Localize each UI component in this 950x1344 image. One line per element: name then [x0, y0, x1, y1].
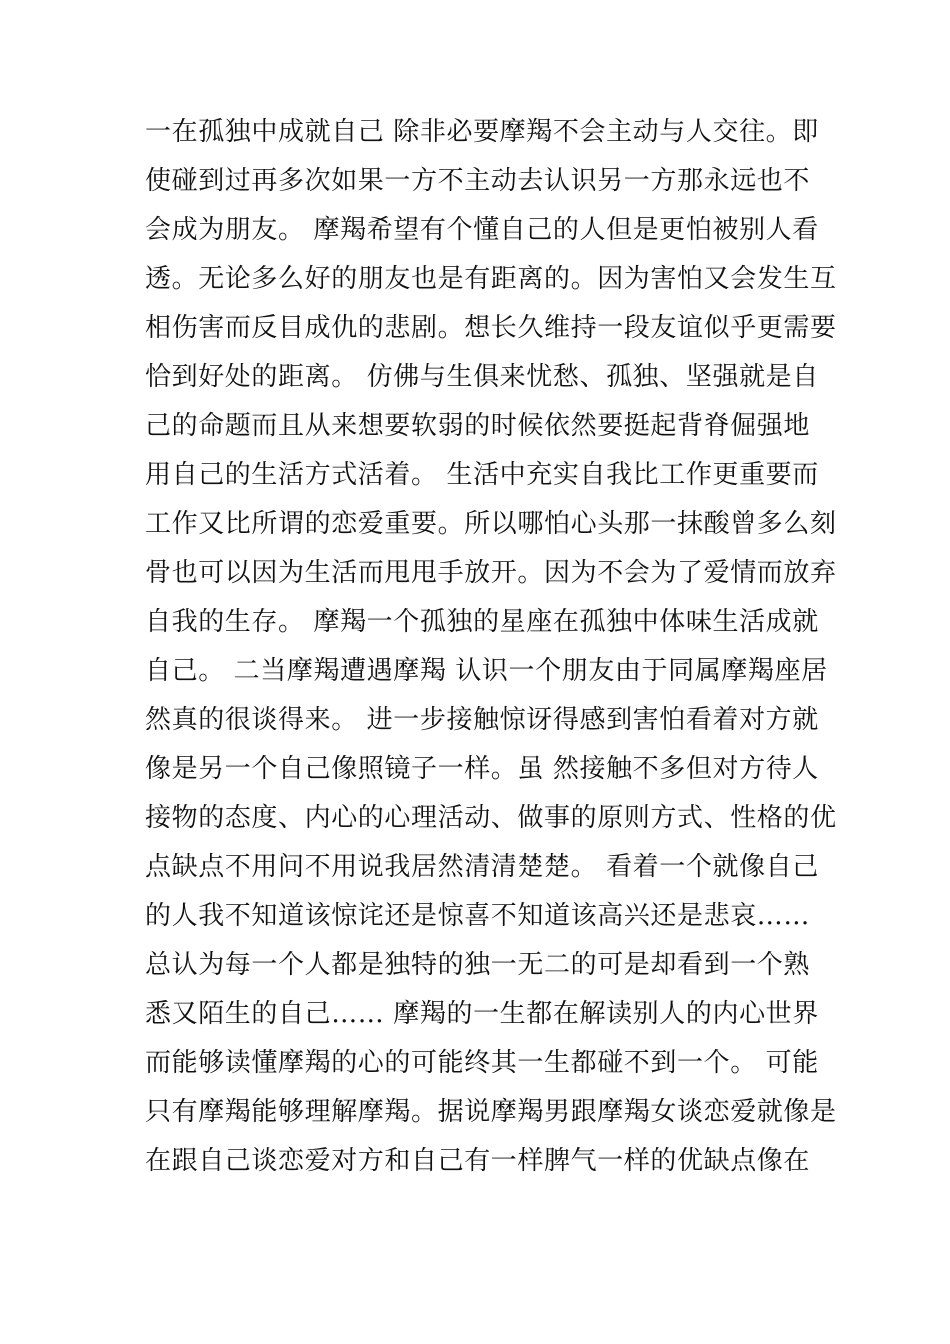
text-line: 只有摩羯能够理解摩羯。据说摩羯男跟摩羯女谈恋爱就像是: [145, 1097, 837, 1127]
text-line: 像是另一个自己像照镜子一样。虽 然接触不多但对方待人: [145, 754, 819, 784]
text-line: 相伤害而反目成仇的悲剧。想长久维持一段友谊似乎更需要: [145, 313, 837, 343]
text-line: 总认为每一个人都是独特的独一无二的可是却看到一个熟: [145, 950, 811, 980]
text-line: 骨也可以因为生活而甩甩手放开。因为不会为了爱情而放弃: [145, 558, 837, 588]
text-line: 会成为朋友。 摩羯希望有个懂自己的人但是更怕被别人看: [145, 215, 819, 245]
text-line: 自我的生存。 摩羯一个孤独的星座在孤独中体味生活成就: [145, 607, 819, 637]
text-line: 而能够读懂摩羯的心的可能终其一生都碰不到一个。 可能: [145, 1048, 819, 1078]
text-line: 的人我不知道该惊诧还是惊喜不知道该高兴还是悲哀……: [145, 901, 811, 931]
text-line: 一在孤独中成就自己 除非必要摩羯不会主动与人交往。即: [145, 117, 819, 147]
text-line: 己的命题而且从来想要软弱的时候依然要挺起背脊倔强地: [145, 411, 811, 441]
text-line: 点缺点不用问不用说我居然清清楚楚。 看着一个就像自己: [145, 852, 819, 882]
text-line: 然真的很谈得来。 进一步接触惊讶得感到害怕看着对方就: [145, 705, 819, 735]
text-line: 用自己的生活方式活着。 生活中充实自我比工作更重要而: [145, 460, 819, 490]
text-line: 悉又陌生的自己…… 摩羯的一生都在解读别人的内心世界: [145, 999, 819, 1029]
text-line: 使碰到过再多次如果一方不主动去认识另一方那永远也不: [145, 166, 811, 196]
text-line: 工作又比所谓的恋爱重要。所以哪怕心头那一抹酸曾多么刻: [145, 509, 837, 539]
text-line: 恰到好处的距离。 仿佛与生俱来忧愁、孤独、坚强就是自: [145, 362, 819, 392]
text-line: 接物的态度、内心的心理活动、做事的原则方式、性格的优: [145, 803, 837, 833]
text-line: 透。无论多么好的朋友也是有距离的。因为害怕又会发生互: [145, 264, 837, 294]
text-line: 自己。 二当摩羯遭遇摩羯 认识一个朋友由于同属摩羯座居: [145, 656, 828, 686]
text-line: 在跟自己谈恋爱对方和自己有一样脾气一样的优缺点像在: [145, 1146, 811, 1176]
body-text: [145, 108, 837, 1186]
